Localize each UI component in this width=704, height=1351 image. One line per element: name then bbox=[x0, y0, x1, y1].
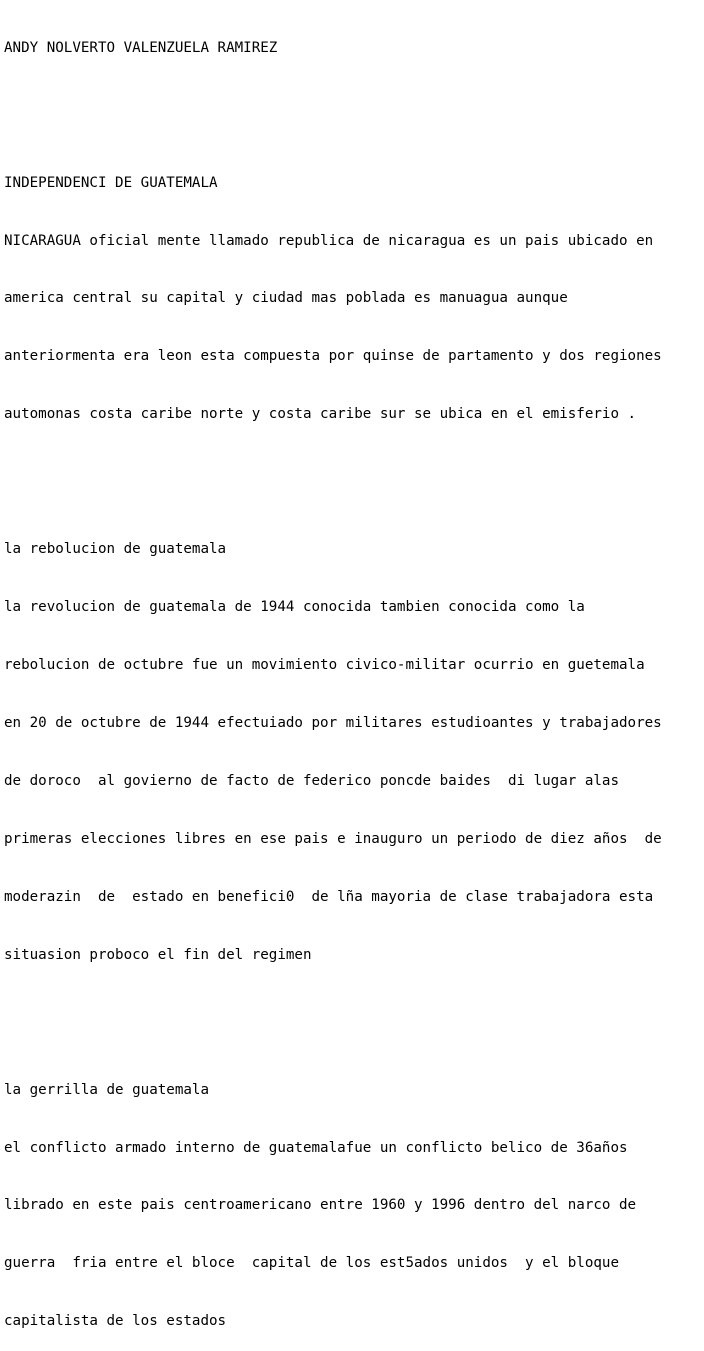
section-heading: la gerrilla de guatemala bbox=[4, 1081, 209, 1098]
paragraph-line: guerra fria entre el bloce capital de los est5ados unidos y el bloque bbox=[4, 1255, 619, 1272]
paragraph-line: en 20 de octubre de 1944 efectuiado por militares estudioantes y trabajadores bbox=[4, 714, 662, 731]
paragraph-line: automonas costa caribe norte y costa caribe sur se ubica en el emisferio . bbox=[4, 406, 637, 423]
author-name: ANDY NOLVERTO VALENZUELA RAMIREZ bbox=[4, 39, 278, 56]
paragraph-line: de doroco al govierno de facto de federico poncde baides di lugar alas bbox=[4, 772, 619, 789]
paragraph-line: la revolucion de guatemala de 1944 conocida tambien conocida como la bbox=[4, 599, 585, 616]
blank-line bbox=[4, 96, 704, 115]
paragraph-line: rebolucion de octubre fue un movimiento civico-militar ocurrio en guetemala bbox=[4, 657, 645, 674]
paragraph-line: el conflicto armado interno de guatemalafue un conflicto belico de 36años bbox=[4, 1139, 628, 1156]
paragraph-line: situasion proboco el fin del regimen bbox=[4, 946, 312, 963]
paragraph-line: capitalista de los estados bbox=[4, 1313, 227, 1330]
blank-line bbox=[4, 463, 704, 482]
section-heading: INDEPENDENCI DE GUATEMALA bbox=[4, 174, 218, 191]
blank-line bbox=[4, 1003, 704, 1022]
paragraph-line: moderazin de estado en benefici0 de lña mayoria de clase trabajadora esta bbox=[4, 888, 654, 905]
paragraph-line: anteriormenta era leon esta compuesta por quinse de partamento y dos regiones bbox=[4, 348, 662, 365]
document-body bbox=[4, 0, 704, 1351]
section-heading: la rebolucion de guatemala bbox=[4, 541, 227, 558]
paragraph-line: librado en este pais centroamericano entre 1960 y 1996 dentro del narco de bbox=[4, 1197, 637, 1214]
paragraph-line: NICARAGUA oficial mente llamado republica de nicaragua es un pais ubicado en bbox=[4, 232, 654, 249]
paragraph-line: primeras elecciones libres en ese pais e inauguro un periodo de diez años de bbox=[4, 830, 662, 847]
paragraph-line: america central su capital y ciudad mas poblada es manuagua aunque bbox=[4, 290, 568, 307]
